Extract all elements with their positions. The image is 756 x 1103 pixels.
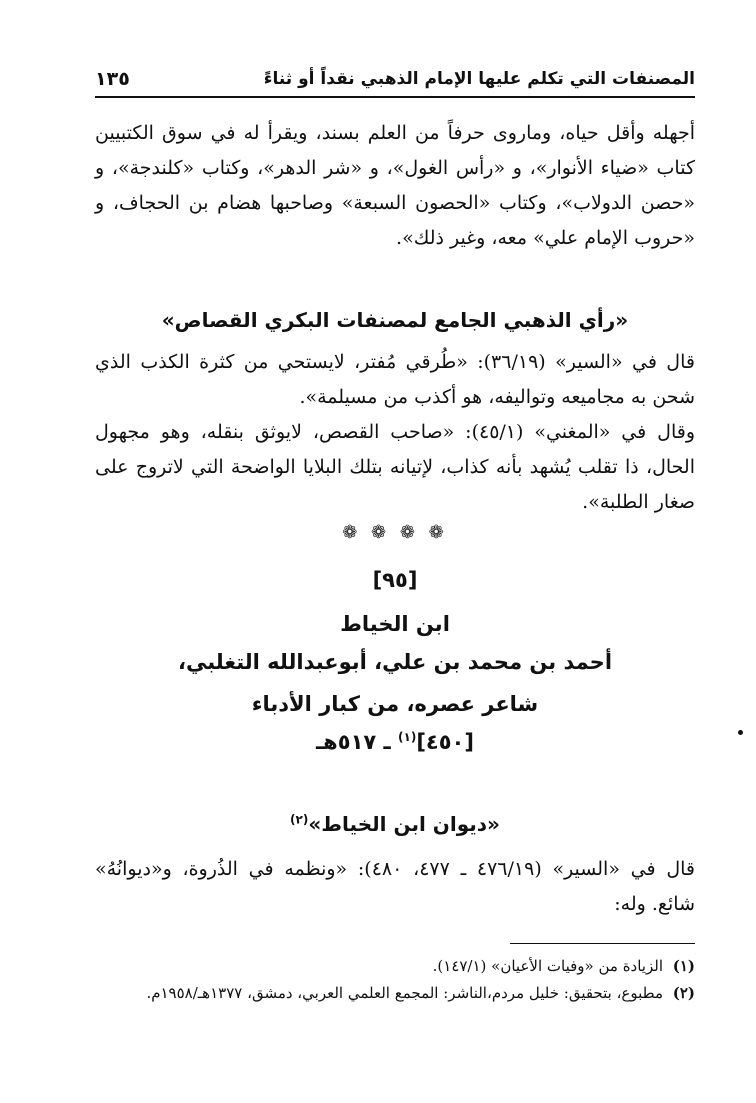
footnote-item xyxy=(95,953,695,980)
footnotes xyxy=(95,953,695,1007)
section-heading-diwan xyxy=(95,812,695,836)
running-header-title: المصنفات التي تكلم عليها الإمام الذهبي نقداً أو ثناءً xyxy=(263,69,695,89)
footnote-item xyxy=(95,980,695,1007)
paragraph-mughni-quote: وقال في «المغني» (٤٥/١): «صاحب القصص، لايوثق بنقله، وهو مجهول الحال، ذا تقلب يُشهد بأنه كذاب، لإتيانه بتلك البلايا الواضحة التي لاتروج على صغار الطلبة». xyxy=(95,421,695,513)
page-number: ١٣٥ xyxy=(95,68,130,90)
section-heading-bakri: «رأي الذهبي الجامع لمصنفات البكري القصاص» xyxy=(161,308,629,332)
scan-speck xyxy=(738,730,743,735)
entry-name: ابن الخياط xyxy=(340,612,450,636)
footnote-ref-2[interactable]: (٢) xyxy=(290,812,309,827)
footnote-mark: (١) xyxy=(672,957,695,975)
header-divider xyxy=(95,96,695,98)
entry-full-name: أحمد بن محمد بن علي، أبوعبدالله التغلبي، xyxy=(177,650,613,674)
footnote-divider xyxy=(510,943,695,944)
entry-description: شاعر عصره، من كبار الأدباء xyxy=(251,692,539,716)
footnote-text: الزيادة من «وفيات الأعيان» (١٤٧/١). xyxy=(432,957,663,975)
footnote-text: مطبوع، بتحقيق: خليل مردم،الناشر: المجمع العلمي العربي، دمشق، ١٣٧٧هـ/١٩٥٨م. xyxy=(146,984,663,1002)
section-heading-diwan-text: «ديوان ابن الخياط» xyxy=(308,812,500,836)
footnote-ref-1[interactable]: (١) xyxy=(398,730,417,744)
paragraph-diwan-quote: قال في «السير» (٤٧٦/١٩ ـ ٤٧٧، ٤٨٠): «ونظمه في الذُروة، و«ديوانُهُ» شائع. وله: xyxy=(95,858,695,915)
section-separator: ❁ ❁ ❁ ❁ xyxy=(342,522,448,543)
section-body-bakri xyxy=(95,345,695,520)
footnote-mark: (٢) xyxy=(672,984,695,1002)
entry-number: [٩٥] xyxy=(372,568,418,592)
running-header xyxy=(95,64,695,94)
entry-dates xyxy=(95,730,695,754)
entry-death-year: ـ ٥١٧هـ xyxy=(316,730,399,754)
paragraph-siyar-quote: قال في «السير» (٣٦/١٩): «طُرقي مُفتر، لايستحي من كثرة الكذب الذي شحن به مجاميعه وتواليفه، هو أكذب من مسيلمة». xyxy=(95,351,695,408)
paragraph-continued: أجهله وأقل حياه، وماروى حرفاً من العلم بسند، ويقرأ له في سوق الكتبيين كتاب «ضياء الأنوار»، و «رأس الغول»، و «شر الدهر»، وكتاب «كلندجة»، و «حصن الدولاب»، وكتاب «الحصون السبعة» وصاحبها هضام بن الحجاف، و «حروب الإمام علي» معه، وغير ذلك». xyxy=(95,122,695,249)
entry-birth-year: [٤٥٠] xyxy=(416,730,474,754)
